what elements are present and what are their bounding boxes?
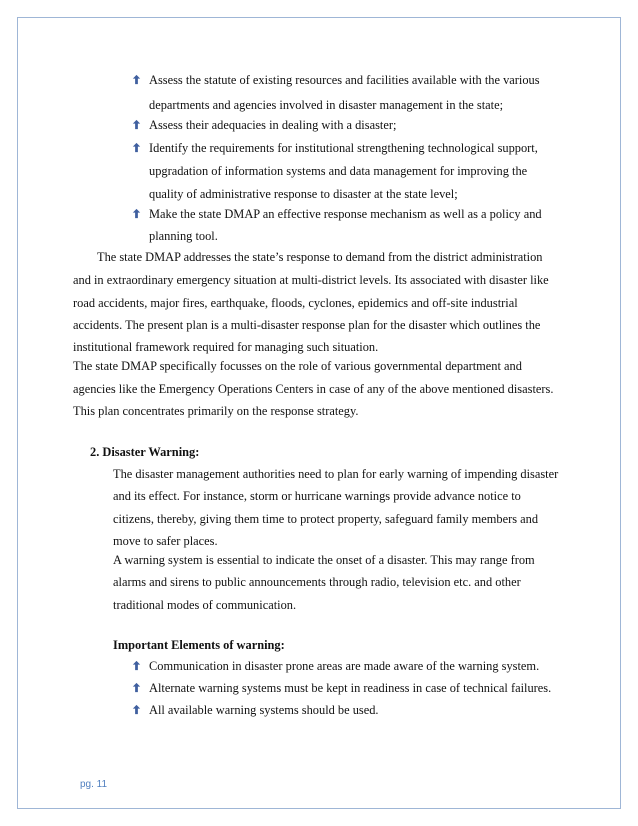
arrow-bullet-icon	[131, 119, 142, 130]
paragraph-line: accidents. The present plan is a multi-disaster response plan for the disaster which outlines the	[73, 318, 541, 332]
subheading: Important Elements of warning:	[113, 638, 285, 652]
paragraph-line: The disaster management authorities need to plan for early warning of impending disaster	[113, 467, 559, 481]
bullet-line: Assess their adequacies in dealing with a disaster;	[149, 118, 397, 132]
paragraph-line: and in extraordinary emergency situation at multi-district levels. Its associated with disaster like	[73, 273, 549, 287]
bullet-line: Assess the statute of existing resources and facilities available with the various	[149, 73, 540, 87]
page-number: pg. 11	[80, 779, 108, 790]
paragraph-line: traditional modes of communication.	[113, 598, 297, 612]
arrow-bullet-icon	[131, 142, 142, 153]
paragraph-line: The state DMAP addresses the state’s response to demand from the district administration	[97, 250, 543, 264]
bullet-line: Make the state DMAP an effective response mechanism as well as a policy and	[149, 207, 542, 221]
bullet-line: planning tool.	[149, 229, 218, 243]
bullet-line: Communication in disaster prone areas are made aware of the warning system.	[149, 659, 540, 673]
bullet-line: All available warning systems should be used.	[149, 703, 379, 717]
arrow-bullet-icon	[131, 660, 142, 671]
arrow-bullet-icon	[131, 682, 142, 693]
paragraph-line: and its effect. For instance, storm or hurricane warnings provide advance notice to	[113, 489, 521, 503]
section-heading: 2. Disaster Warning:	[90, 445, 200, 459]
paragraph-line: alarms and sirens to public announcements through radio, television etc. and other	[113, 575, 521, 589]
bullet-line: quality of administrative response to disaster at the state level;	[149, 187, 458, 201]
arrow-bullet-icon	[131, 208, 142, 219]
paragraph-line: This plan concentrates primarily on the response strategy.	[73, 404, 359, 418]
paragraph-line: move to safer places.	[113, 534, 218, 548]
paragraph-line: The state DMAP specifically focusses on the role of various governmental department and	[73, 359, 522, 373]
arrow-bullet-icon	[131, 704, 142, 715]
paragraph-line: road accidents, major fires, earthquake, floods, cyclones, epidemics and off-site industrial	[73, 296, 518, 310]
paragraph-line: agencies like the Emergency Operations Centers in case of any of the above mentioned disasters.	[73, 382, 554, 396]
paragraph-line: A warning system is essential to indicate the onset of a disaster. This may range from	[113, 553, 535, 567]
arrow-bullet-icon	[131, 74, 142, 85]
paragraph-line: citizens, thereby, giving them time to protect property, safeguard family members and	[113, 512, 539, 526]
bullet-line: departments and agencies involved in disaster management in the state;	[149, 98, 504, 112]
paragraph-line: institutional framework required for managing such situation.	[73, 340, 379, 354]
bullet-line: Alternate warning systems must be kept in readiness in case of technical failures.	[149, 681, 552, 695]
bullet-line: Identify the requirements for institutional strengthening technological support,	[149, 141, 538, 155]
bullet-line: upgradation of information systems and data management for improving the	[149, 164, 528, 178]
